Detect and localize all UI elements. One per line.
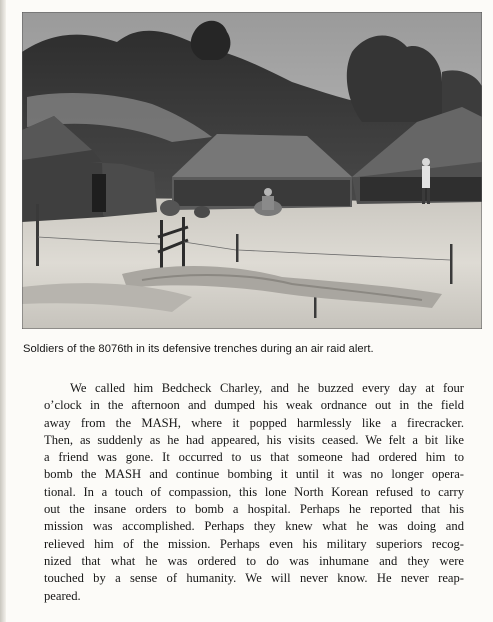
text-line: a friend was gone. It occurred to us that someone had ordered him to	[44, 450, 464, 465]
text-line: peared.	[44, 588, 81, 603]
text-line: bomb the MASH and continue bombing it until it was no longer opera-	[44, 467, 464, 482]
photo-caption: Soldiers of the 8076th in its defensive trenches during an air raid alert.	[23, 343, 374, 355]
text-line: We called him Bedcheck Charley, and he buzzed every day at four	[70, 381, 464, 395]
text-line: nized that what he was ordered to do was inhumane and they were	[44, 553, 464, 568]
photo-field-hospital-tents	[22, 12, 482, 329]
page-edge	[0, 0, 6, 622]
body-paragraph	[44, 380, 464, 605]
text-line: away from the MASH, where it popped harmlessly like a firecracker.	[44, 415, 464, 430]
text-line: Then, as suddenly as he had appeared, his visits ceased. We felt a bit like	[44, 432, 464, 447]
text-line: mission was accomplished. Perhaps they knew what he was doing and	[44, 519, 464, 534]
text-line: o’clock in the afternoon and dumped his weak ordnance out in the field	[44, 398, 464, 413]
text-line: touched by a sense of humanity. We will never know. He never reap-	[44, 571, 464, 586]
text-line: out the insane orders to bomb a hospital. Perhaps he reported that his	[44, 502, 464, 517]
text-line: relieved him of the mission. Perhaps even his military superiors recog-	[44, 536, 464, 551]
text-line: tional. In a touch of compassion, this lone North Korean refused to carry	[44, 484, 464, 499]
